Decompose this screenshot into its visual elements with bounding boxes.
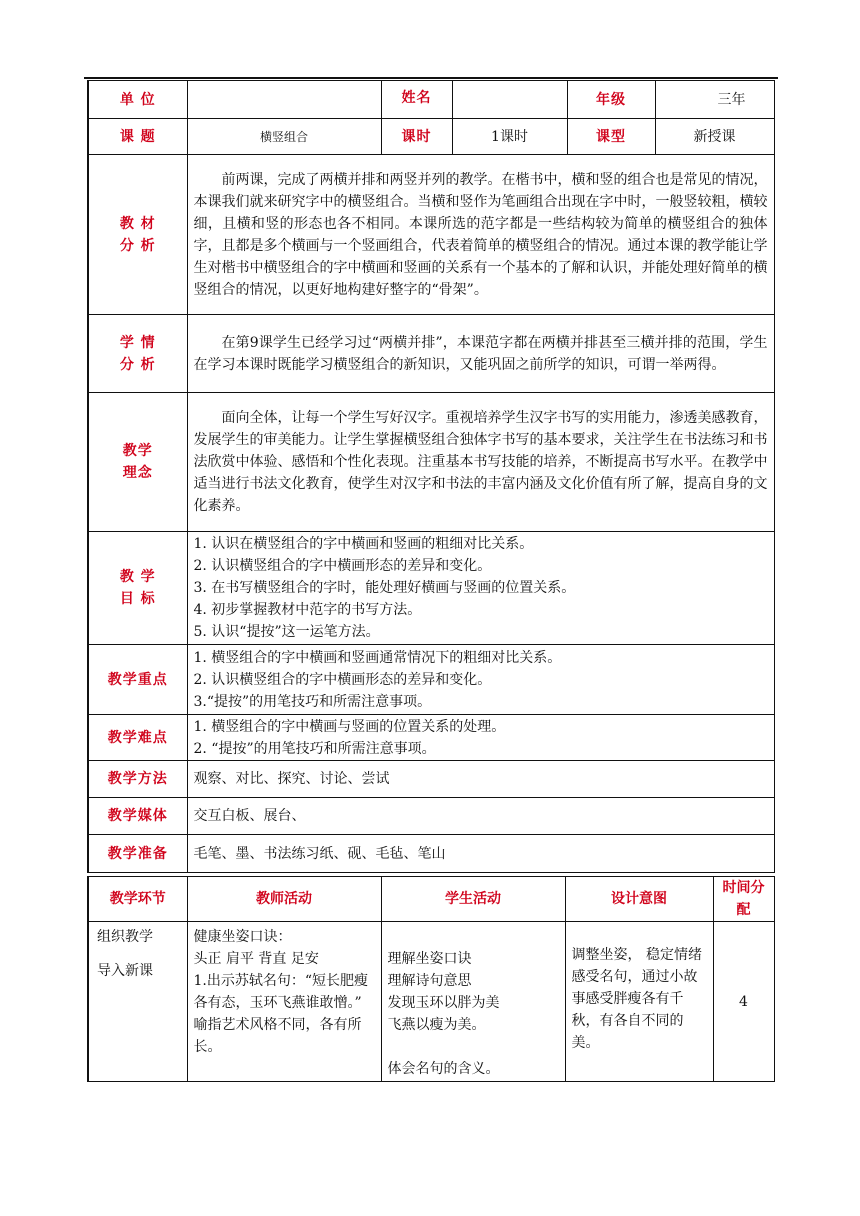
media-label: 教学媒体	[88, 798, 187, 835]
topic-value: 横竖组合	[187, 119, 381, 155]
key-points-row	[88, 645, 774, 715]
type-label: 课型	[567, 119, 655, 155]
student-activity-cell	[381, 922, 565, 1082]
stage-cell	[88, 922, 187, 1082]
goals-label-line2: 目 标	[119, 591, 156, 607]
design-intent-cell	[565, 922, 713, 1082]
process-header-intent: 设计意图	[565, 877, 713, 922]
key-points-label: 教学重点	[88, 645, 187, 715]
preparation-text: 毛笔、墨、书法练习纸、砚、毛毡、笔山	[187, 835, 774, 873]
methods-text: 观察、对比、探究、讨论、尝试	[187, 761, 774, 798]
philosophy-row	[88, 393, 774, 532]
process-header-teacher: 教师活动	[187, 877, 381, 922]
student-line: 理解诗句意思	[387, 973, 472, 989]
list-item: 2. 认识横竖组合的字中横画形态的差异和变化。	[193, 671, 492, 688]
list-item: 1. 认识在横竖组合的字中横画和竖画的粗细对比关系。	[193, 536, 534, 552]
difficulties-row	[88, 715, 774, 761]
key-points-list	[187, 645, 774, 715]
list-item: 2. 认识横竖组合的字中横画形态的差异和变化。	[193, 558, 492, 574]
list-item: 5. 认识“提按”这一运笔方法。	[193, 624, 380, 640]
philosophy-label	[88, 393, 187, 532]
process-row	[88, 922, 774, 1082]
philosophy-text: 面向全体，让每一个学生写好汉字。重视培养学生汉字书写的实用能力，渗透美感教育，发展学生的审美能力。让学生掌握横竖组合独体字书写的基本要求，关注学生在书法练习和书法欣赏中体验、感悟和个性化表现。注重基本书写技能的培养，不断提高书写水平。在教学中适当进行书法文化教育，使学生对汉字和书法的丰富内涵及文化价值有所了解，提高自身的文化素养。	[187, 393, 774, 532]
teacher-activity-cell	[187, 922, 381, 1082]
stage-line: 组织教学	[97, 929, 153, 945]
intent-line: 感受名句，通过小故事感受胖瘦各有千秋，有各自不同的美。	[571, 969, 698, 1051]
teacher-line: 健康坐姿口诀：	[193, 929, 292, 945]
philosophy-label-line2: 理念	[122, 465, 153, 481]
name-value	[452, 81, 567, 119]
hours-value: 1课时	[452, 119, 567, 155]
student-line: 体会名句的含义。	[387, 1061, 500, 1077]
student-line: 发现玉环以胖为美	[387, 995, 500, 1011]
methods-label: 教学方法	[88, 761, 187, 798]
media-row	[88, 798, 774, 835]
process-header-time: 时间分配	[713, 877, 774, 922]
lesson-plan-table	[87, 80, 775, 873]
goals-list	[187, 532, 774, 645]
list-item: 3.“提按”的用笔技巧和所需注意事项。	[193, 693, 432, 710]
teacher-line: 头正 肩平 背直 足安	[193, 951, 319, 967]
difficulties-list	[187, 715, 774, 761]
student-line: 理解坐姿口诀	[387, 951, 472, 967]
topic-row	[88, 119, 774, 155]
stage-line: 导入新课	[97, 963, 153, 979]
list-item: 1. 横竖组合的字中横画和竖画通常情况下的粗细对比关系。	[193, 649, 562, 666]
list-item: 2. “提按”的用笔技巧和所需注意事项。	[193, 740, 436, 757]
material-label-line2: 分 析	[119, 237, 156, 254]
material-analysis-text: 前两课，完成了两横并排和两竖并列的教学。在楷书中，横和竖的组合也是常见的情况，本课我们就来研究字中的横竖组合。当横和竖作为笔画组合出现在字中时，一般竖较粗，横较细，且横和竖的形态也各不相同。本课所选的范字都是一些结构较为简单的横竖组合的独体字，且都是多个横画与一个竖画组合，代表着简单的横竖组合的情况。通过本课的教学能让学生对楷书中横竖组合的字中横画和竖画的关系有一个基本的了解和认识，并能处理好简单的横竖组合的情况，以更好地构建好整字的“骨架”。	[187, 155, 774, 315]
goals-label	[88, 532, 187, 645]
student-analysis-text: 在第9课学生已经学习过“两横并排”，本课范字都在两横并排甚至三横并排的范围，学生在学习本课时既能学习横竖组合的新知识，又能巩固之前所学的知识，可谓一举两得。	[187, 315, 774, 393]
grade-value: 三年	[655, 81, 774, 119]
preparation-row	[88, 835, 774, 873]
unit-value	[187, 81, 381, 119]
teacher-line: 1.出示苏轼名句：“短长肥瘦各有态，玉环飞燕谁敢憎。”	[193, 973, 369, 1011]
intent-line: 调整坐姿， 稳定情绪	[571, 947, 702, 963]
goals-row	[88, 532, 774, 645]
material-analysis-row	[88, 155, 774, 315]
list-item: 1. 横竖组合的字中横画与竖画的位置关系的处理。	[193, 718, 506, 735]
name-label: 姓名	[381, 81, 452, 119]
methods-row	[88, 761, 774, 798]
student-analysis-row	[88, 315, 774, 393]
students-label-line2: 分 析	[119, 356, 156, 373]
material-analysis-label	[88, 155, 187, 315]
process-header-row	[88, 877, 774, 922]
difficulties-label: 教学难点	[88, 715, 187, 761]
unit-row	[88, 81, 774, 119]
process-header-student: 学生活动	[381, 877, 565, 922]
time-cell: 4	[713, 922, 774, 1082]
process-header-stage: 教学环节	[88, 877, 187, 922]
material-label-line1: 教 材	[119, 215, 156, 232]
goals-label-line1: 教 学	[119, 569, 156, 585]
unit-label: 单 位	[88, 81, 187, 119]
topic-label: 课 题	[88, 119, 187, 155]
preparation-label: 教学准备	[88, 835, 187, 873]
list-item: 4. 初步掌握教材中范字的书写方法。	[193, 602, 422, 618]
media-text: 交互白板、展台、	[187, 798, 774, 835]
list-item: 3. 在书写横竖组合的字时，能处理好横画与竖画的位置关系。	[193, 580, 576, 596]
top-rule	[84, 77, 778, 79]
type-value: 新授课	[655, 119, 774, 155]
student-line: 飞燕以瘦为美。	[387, 1017, 486, 1033]
hours-label: 课时	[381, 119, 452, 155]
student-analysis-label	[88, 315, 187, 393]
process-table	[87, 876, 775, 1082]
philosophy-label-line1: 教学	[122, 443, 153, 459]
students-label-line1: 学 情	[119, 334, 156, 351]
grade-label: 年级	[567, 81, 655, 119]
teacher-line: 喻指艺术风格不同，各有所长。	[193, 1017, 362, 1055]
